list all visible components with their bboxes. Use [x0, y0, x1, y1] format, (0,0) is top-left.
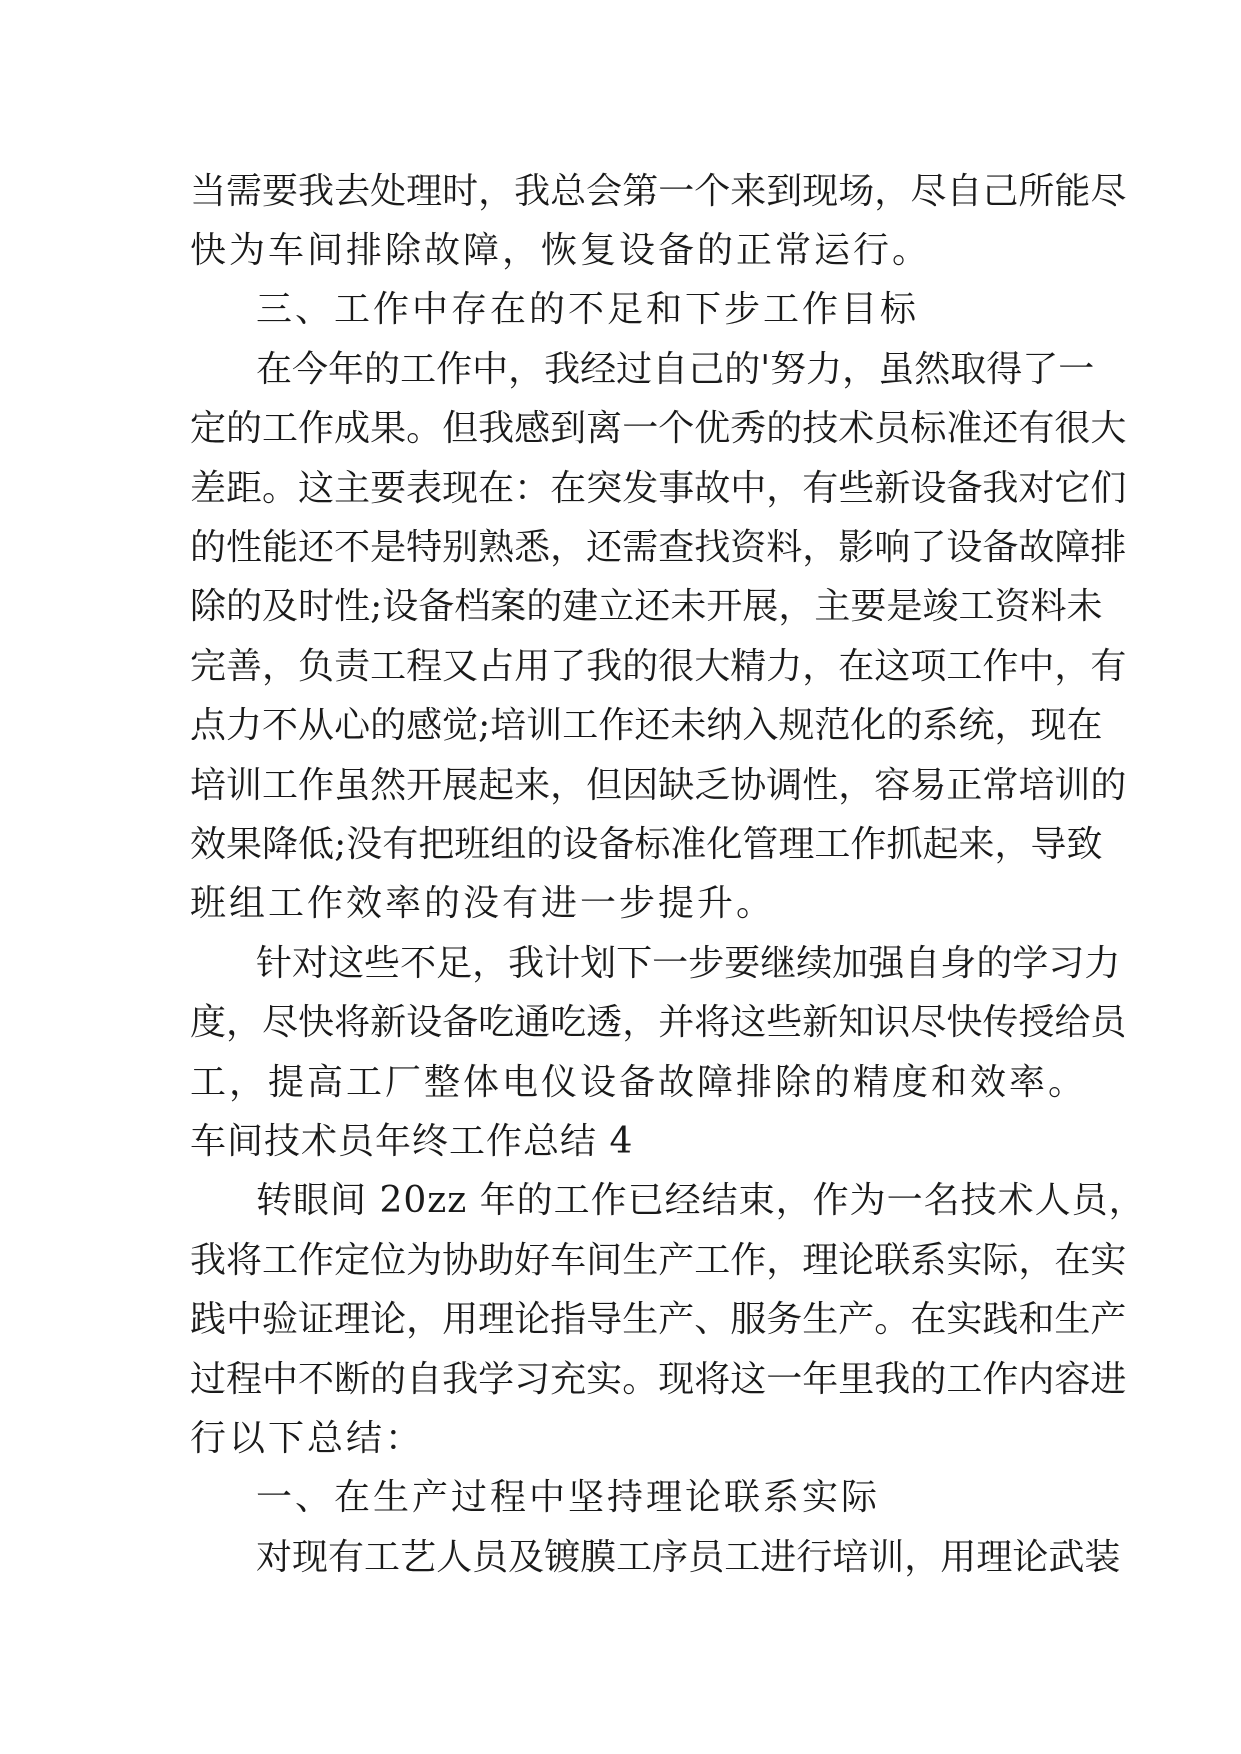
body-line: 过 程 中 不 断 的 自 我 学 习 充 实 。 现 将 这 一 年 里 我 的 工 作 内 容 进	[190, 1359, 1127, 1400]
body-line: 的 性 能 还 不 是 特 别 熟 悉 ， 还 需 查 找 资 料 ， 影 响 了 设 备 故 障 排	[190, 527, 1127, 568]
body-line: 定 的 工 作 成 果 。 但 我 感 到 离 一 个 优 秀 的 技 术 员 标 准 还 有 很 大	[190, 408, 1127, 449]
body-line: 差 距 。 这 主 要 表 现 在 ： 在 突 发 事 故 中 ， 有 些 新 设 备 我 对 它 们	[190, 468, 1127, 509]
body-line: 转眼间 20zz 年的工作已经结束，作为一名技术人员，	[256, 1180, 1146, 1221]
body-line: 当 需 要 我 去 处 理 时 ， 我 总 会 第 一 个 来 到 现 场 ， 尽 自 己 所 能 尽	[190, 171, 1127, 212]
body-line: 培 训 工 作 虽 然 开 展 起 来 ， 但 因 缺 乏 协 调 性 ， 容 易 正 常 培 训 的	[190, 765, 1127, 806]
body-line: 工，提高工厂整体电仪设备故障排除的精度和效率。	[190, 1062, 1088, 1103]
body-line: 对 现 有 工 艺 人 员 及 镀 膜 工 序 员 工 进 行 培 训 ， 用 理 论 武 装	[256, 1537, 1121, 1578]
body-line: 班组工作效率的没有进一步提升。	[190, 883, 776, 924]
article-title: 车间技术员年终工作总结 4	[190, 1121, 634, 1162]
body-line: 行以下总结：	[190, 1418, 425, 1459]
body-line: 我 将 工 作 定 位 为 协 助 好 车 间 生 产 工 作 ， 理 论 联 系 实 际 ， 在 实	[190, 1240, 1127, 1281]
body-line: 快为车间排除故障，恢复设备的正常运行。	[190, 230, 932, 271]
body-line: 在 今 年 的 工 作 中 ， 我 经 过 自 己 的 ' 努 力 ， 虽 然 取 得 了 一	[256, 349, 1095, 390]
body-line: 完 善 ， 负 责 工 程 又 占 用 了 我 的 很 大 精 力 ， 在 这 项 工 作 中 ， 有	[190, 646, 1127, 687]
section-heading: 一、在生产过程中坚持理论联系实际	[256, 1477, 881, 1518]
body-line: 度 ， 尽 快 将 新 设 备 吃 通 吃 透 ， 并 将 这 些 新 知 识 尽 快 传 授 给 员	[190, 1002, 1127, 1043]
body-line: 效 果 降 低 ; 没 有 把 班 组 的 设 备 标 准 化 管 理 工 作 抓 起 来 ， 导 致	[190, 824, 1103, 865]
body-line: 针 对 这 些 不 足 ， 我 计 划 下 一 步 要 继 续 加 强 自 身 的 学 习 力	[256, 943, 1121, 984]
body-line: 践 中 验 证 理 论 ， 用 理 论 指 导 生 产 、 服 务 生 产 。 在 实 践 和 生 产	[190, 1299, 1127, 1340]
body-line: 点 力 不 从 心 的 感 觉 ; 培 训 工 作 还 未 纳 入 规 范 化 的 系 统 ， 现 在	[190, 705, 1103, 746]
body-line: 除 的 及 时 性 ; 设 备 档 案 的 建 立 还 未 开 展 ， 主 要 是 竣 工 资 料 未	[190, 586, 1103, 627]
section-heading: 三、工作中存在的不足和下步工作目标	[256, 289, 920, 330]
